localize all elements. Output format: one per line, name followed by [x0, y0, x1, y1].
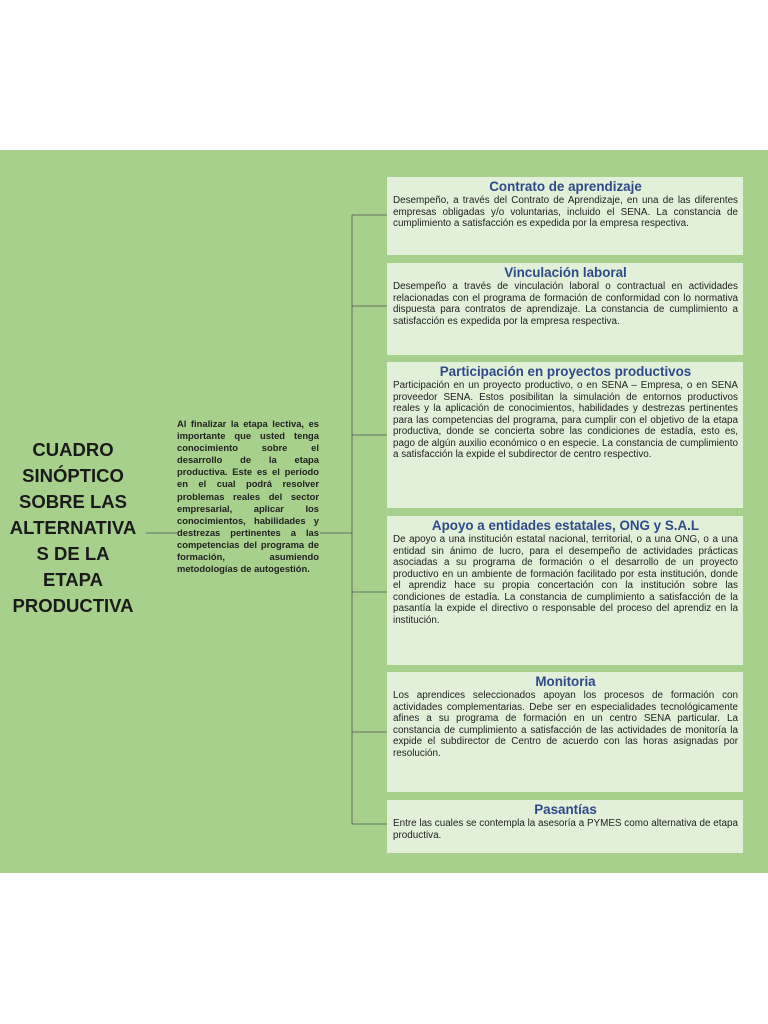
box-text: Desempeño a través de vinculación laboral o contractual en actividades relacionadas con el programa de formación de conformidad con lo normativa dispuesta para contratos de aprendizaje. La constancia de cumplimiento a satisfacción es expedida por la empresa respectiva. — [393, 281, 738, 327]
box-pasantias — [387, 800, 743, 853]
box-heading: Apoyo a entidades estatales, ONG y S.A.L — [431, 518, 700, 533]
box-heading: Pasantías — [534, 802, 597, 817]
box-text: Desempeño, a través del Contrato de Aprendizaje, en una de las diferentes empresas obligadas y/o voluntarias, incluido el SENA. La constancia de cumplimiento a satisfacción es expedida por la empresa respectiva. — [393, 195, 738, 229]
box-vinculacion-laboral — [387, 263, 743, 355]
box-heading: Vinculación laboral — [504, 265, 627, 280]
box-monitoria — [387, 672, 743, 792]
intro-text: Al finalizar la etapa lectiva, es importante que usted tenga conocimiento sobre el desarrollo de la etapa productiva. Este es el periodo en el cual podrá resolver problemas reales del sector empresarial, aplicar los conocimientos, habilidades y destrezas pertinentes a las competencias del programa de formación, asumiendo metodologías de autogestión. — [177, 418, 319, 575]
box-text: De apoyo a una institución estatal nacional, territorial, o a una ONG, o a una entidad sin ánimo de lucro, para el desempeño de actividades prácticas asociadas a su programa de formación o el desarrollo de un proyecto productivo en un ambiente de formación facilitado por esta institución, donde el aprendiz hace su propia concertación con la institución sobre las condiciones de estadía. La constancia de cumplimiento a satisfacción de la pasantía la expide el directivo o responsable del proceso del aprendiz en la institución. — [393, 534, 738, 626]
box-proyectos-productivos — [387, 362, 743, 508]
box-heading: Participación en proyectos productivos — [439, 364, 692, 379]
box-text: Los aprendices seleccionados apoyan los procesos de formación con actividades complementarias. Debe ser en especialidades tecnológicamente afines a su programa de formación en un centro SENA particular. La constancia de cumplimiento a satisfacción de las actividades de monitoría la expide el subdirector de Centro de acuerdo con las horas asignadas por resolución. — [393, 690, 738, 759]
main-title: CUADRO SINÓPTICO SOBRE LAS ALTERNATIVA S DE LA ETAPA PRODUCTIVA — [9, 439, 137, 616]
box-text: Participación en un proyecto productivo, o en SENA – Empresa, o en SENA proveedor SENA. Estos posibilitan la simulación de entornos productivos reales y la aplicación de conocimientos, habilidades y destrezas pertinentes para las competencias del programa, para cumplir con el objetivo de la etapa productiva, donde se concierta sobre las condiciones de estadía, esto es, pago de algún auxilio económico o en especie. La constancia de cumplimiento a satisfacción la expide el subdirector de centro respectivo. — [393, 380, 738, 460]
box-contrato-aprendizaje — [387, 177, 743, 255]
box-heading: Contrato de aprendizaje — [489, 179, 642, 194]
box-text: Entre las cuales se contempla la asesoría a PYMES como alternativa de etapa productiva. — [393, 818, 738, 841]
box-heading: Monitoria — [535, 674, 596, 689]
box-apoyo-entidades — [387, 516, 743, 665]
